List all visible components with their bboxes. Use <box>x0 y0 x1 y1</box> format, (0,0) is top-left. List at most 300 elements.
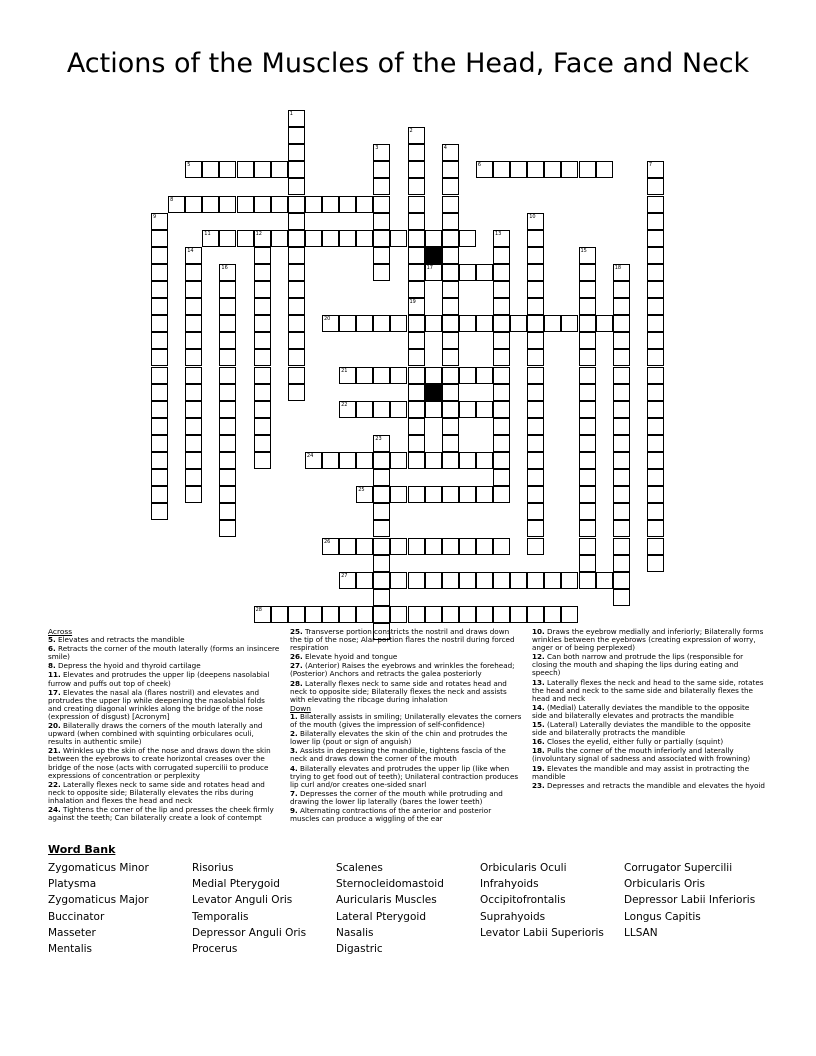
grid-cell[interactable] <box>596 161 613 178</box>
grid-cell[interactable] <box>219 161 236 178</box>
grid-cell[interactable] <box>476 572 493 589</box>
grid-cell[interactable] <box>476 486 493 503</box>
grid-cell[interactable] <box>408 606 425 623</box>
grid-cell[interactable] <box>647 247 664 264</box>
grid-cell[interactable] <box>596 572 613 589</box>
grid-cell[interactable] <box>442 315 459 332</box>
grid-cell[interactable] <box>185 264 202 281</box>
grid-cell[interactable] <box>373 435 390 452</box>
grid-cell[interactable] <box>151 349 168 366</box>
grid-cell[interactable] <box>373 196 390 213</box>
grid-cell[interactable] <box>373 538 390 555</box>
grid-cell[interactable] <box>527 606 544 623</box>
grid-cell[interactable] <box>339 230 356 247</box>
grid-cell[interactable] <box>493 486 510 503</box>
grid-cell[interactable] <box>476 538 493 555</box>
grid-cell[interactable] <box>288 606 305 623</box>
grid-cell[interactable] <box>408 144 425 161</box>
grid-cell[interactable] <box>613 589 630 606</box>
grid-cell[interactable] <box>305 452 322 469</box>
grid-cell[interactable] <box>151 230 168 247</box>
grid-cell[interactable] <box>527 435 544 452</box>
grid-cell[interactable] <box>305 230 322 247</box>
grid-cell[interactable] <box>442 418 459 435</box>
grid-cell[interactable] <box>408 161 425 178</box>
grid-cell[interactable] <box>510 606 527 623</box>
grid-cell[interactable] <box>613 332 630 349</box>
grid-cell[interactable] <box>288 196 305 213</box>
grid-cell[interactable] <box>408 572 425 589</box>
grid-cell[interactable] <box>647 281 664 298</box>
grid-cell[interactable] <box>647 538 664 555</box>
grid-cell[interactable] <box>288 315 305 332</box>
grid-cell[interactable] <box>185 418 202 435</box>
grid-cell[interactable] <box>442 178 459 195</box>
grid-cell[interactable] <box>254 161 271 178</box>
grid-cell[interactable] <box>356 606 373 623</box>
grid-cell[interactable] <box>390 538 407 555</box>
grid-cell[interactable] <box>493 161 510 178</box>
grid-cell[interactable] <box>561 161 578 178</box>
grid-cell[interactable] <box>493 606 510 623</box>
grid-cell[interactable] <box>459 230 476 247</box>
grid-cell[interactable] <box>579 418 596 435</box>
grid-cell[interactable] <box>544 572 561 589</box>
grid-cell[interactable] <box>647 196 664 213</box>
grid-cell[interactable] <box>442 144 459 161</box>
grid-cell[interactable] <box>527 486 544 503</box>
grid-cell[interactable] <box>527 401 544 418</box>
grid-cell[interactable] <box>408 281 425 298</box>
grid-cell[interactable] <box>356 196 373 213</box>
grid-cell[interactable] <box>390 572 407 589</box>
grid-cell[interactable] <box>408 349 425 366</box>
grid-cell[interactable] <box>151 384 168 401</box>
grid-cell[interactable] <box>254 315 271 332</box>
grid-cell[interactable] <box>476 401 493 418</box>
grid-cell[interactable] <box>442 247 459 264</box>
grid-cell[interactable] <box>271 230 288 247</box>
grid-cell[interactable] <box>322 606 339 623</box>
grid-cell[interactable] <box>493 281 510 298</box>
grid-cell[interactable] <box>442 264 459 281</box>
grid-cell[interactable] <box>527 469 544 486</box>
grid-cell[interactable] <box>219 486 236 503</box>
grid-cell[interactable] <box>305 606 322 623</box>
grid-cell[interactable] <box>151 332 168 349</box>
grid-cell[interactable] <box>322 196 339 213</box>
grid-cell[interactable] <box>647 298 664 315</box>
grid-cell[interactable] <box>408 298 425 315</box>
grid-cell[interactable] <box>493 435 510 452</box>
grid-cell[interactable] <box>373 589 390 606</box>
grid-cell[interactable] <box>510 161 527 178</box>
grid-cell[interactable] <box>425 367 442 384</box>
grid-cell[interactable] <box>493 349 510 366</box>
grid-cell[interactable] <box>408 196 425 213</box>
grid-cell[interactable] <box>356 572 373 589</box>
grid-cell[interactable] <box>288 230 305 247</box>
grid-cell[interactable] <box>527 452 544 469</box>
grid-cell[interactable] <box>254 452 271 469</box>
grid-cell[interactable] <box>425 606 442 623</box>
grid-cell[interactable] <box>254 264 271 281</box>
grid-cell[interactable] <box>305 196 322 213</box>
grid-cell[interactable] <box>459 315 476 332</box>
grid-cell[interactable] <box>647 264 664 281</box>
grid-cell[interactable] <box>390 486 407 503</box>
grid-cell[interactable] <box>288 144 305 161</box>
grid-cell[interactable] <box>219 349 236 366</box>
grid-cell[interactable] <box>408 401 425 418</box>
grid-cell[interactable] <box>185 247 202 264</box>
grid-cell[interactable] <box>527 161 544 178</box>
grid-cell[interactable] <box>647 555 664 572</box>
grid-cell[interactable] <box>579 281 596 298</box>
grid-cell[interactable] <box>237 196 254 213</box>
grid-cell[interactable] <box>442 367 459 384</box>
grid-cell[interactable] <box>493 315 510 332</box>
grid-cell[interactable] <box>202 196 219 213</box>
grid-cell[interactable] <box>442 384 459 401</box>
grid-cell[interactable] <box>408 435 425 452</box>
grid-cell[interactable] <box>322 538 339 555</box>
grid-cell[interactable] <box>151 367 168 384</box>
grid-cell[interactable] <box>647 435 664 452</box>
grid-cell[interactable] <box>185 452 202 469</box>
grid-cell[interactable] <box>339 315 356 332</box>
grid-cell[interactable] <box>322 230 339 247</box>
grid-cell[interactable] <box>356 230 373 247</box>
grid-cell[interactable] <box>339 572 356 589</box>
grid-cell[interactable] <box>373 264 390 281</box>
grid-cell[interactable] <box>425 230 442 247</box>
grid-cell[interactable] <box>288 298 305 315</box>
grid-cell[interactable] <box>527 230 544 247</box>
grid-cell[interactable] <box>613 264 630 281</box>
grid-cell[interactable] <box>219 520 236 537</box>
grid-cell[interactable] <box>373 555 390 572</box>
grid-cell[interactable] <box>613 469 630 486</box>
grid-cell[interactable] <box>579 332 596 349</box>
grid-cell[interactable] <box>613 555 630 572</box>
grid-cell[interactable] <box>459 486 476 503</box>
grid-cell[interactable] <box>390 367 407 384</box>
grid-cell[interactable] <box>425 315 442 332</box>
grid-cell[interactable] <box>373 247 390 264</box>
grid-cell[interactable] <box>613 384 630 401</box>
grid-cell[interactable] <box>527 213 544 230</box>
grid-cell[interactable] <box>442 298 459 315</box>
grid-cell[interactable] <box>647 418 664 435</box>
grid-cell[interactable] <box>493 367 510 384</box>
grid-cell[interactable] <box>613 401 630 418</box>
grid-cell[interactable] <box>373 520 390 537</box>
grid-cell[interactable] <box>579 161 596 178</box>
grid-cell[interactable] <box>219 418 236 435</box>
grid-cell[interactable] <box>254 230 271 247</box>
grid-cell[interactable] <box>373 606 390 623</box>
grid-cell[interactable] <box>493 384 510 401</box>
grid-cell[interactable] <box>647 315 664 332</box>
grid-cell[interactable] <box>527 281 544 298</box>
grid-cell[interactable] <box>339 401 356 418</box>
grid-cell[interactable] <box>185 384 202 401</box>
grid-cell[interactable] <box>219 196 236 213</box>
grid-cell[interactable] <box>442 281 459 298</box>
grid-cell[interactable] <box>527 367 544 384</box>
grid-cell[interactable] <box>527 418 544 435</box>
grid-cell[interactable] <box>219 315 236 332</box>
grid-cell[interactable] <box>202 161 219 178</box>
grid-cell[interactable] <box>527 384 544 401</box>
grid-cell[interactable] <box>476 367 493 384</box>
grid-cell[interactable] <box>202 230 219 247</box>
grid-cell[interactable] <box>288 384 305 401</box>
grid-cell[interactable] <box>185 401 202 418</box>
grid-cell[interactable] <box>442 572 459 589</box>
grid-cell[interactable] <box>151 435 168 452</box>
grid-cell[interactable] <box>442 196 459 213</box>
grid-cell[interactable] <box>271 606 288 623</box>
grid-cell[interactable] <box>425 452 442 469</box>
grid-cell[interactable] <box>151 486 168 503</box>
grid-cell[interactable] <box>408 418 425 435</box>
grid-cell[interactable] <box>288 247 305 264</box>
grid-cell[interactable] <box>647 401 664 418</box>
grid-cell[interactable] <box>579 469 596 486</box>
grid-cell[interactable] <box>219 401 236 418</box>
grid-cell[interactable] <box>527 349 544 366</box>
grid-cell[interactable] <box>647 178 664 195</box>
grid-cell[interactable] <box>185 435 202 452</box>
grid-cell[interactable] <box>647 161 664 178</box>
grid-cell[interactable] <box>288 349 305 366</box>
grid-cell[interactable] <box>151 281 168 298</box>
grid-cell[interactable] <box>442 230 459 247</box>
grid-cell[interactable] <box>442 213 459 230</box>
grid-cell[interactable] <box>459 606 476 623</box>
grid-cell[interactable] <box>373 486 390 503</box>
grid-cell[interactable] <box>373 144 390 161</box>
grid-cell[interactable] <box>373 230 390 247</box>
grid-cell[interactable] <box>579 538 596 555</box>
grid-cell[interactable] <box>493 538 510 555</box>
grid-cell[interactable] <box>373 161 390 178</box>
grid-cell[interactable] <box>579 555 596 572</box>
grid-cell[interactable] <box>219 452 236 469</box>
grid-cell[interactable] <box>254 332 271 349</box>
grid-cell[interactable] <box>408 452 425 469</box>
grid-cell[interactable] <box>442 161 459 178</box>
grid-cell[interactable] <box>579 503 596 520</box>
grid-cell[interactable] <box>288 127 305 144</box>
grid-cell[interactable] <box>476 264 493 281</box>
grid-cell[interactable] <box>493 230 510 247</box>
grid-cell[interactable] <box>373 367 390 384</box>
grid-cell[interactable] <box>493 418 510 435</box>
grid-cell[interactable] <box>288 264 305 281</box>
grid-cell[interactable] <box>613 538 630 555</box>
grid-cell[interactable] <box>544 315 561 332</box>
grid-cell[interactable] <box>493 452 510 469</box>
grid-cell[interactable] <box>493 264 510 281</box>
grid-cell[interactable] <box>579 247 596 264</box>
grid-cell[interactable] <box>613 298 630 315</box>
grid-cell[interactable] <box>237 230 254 247</box>
grid-cell[interactable] <box>373 178 390 195</box>
grid-cell[interactable] <box>408 332 425 349</box>
grid-cell[interactable] <box>185 332 202 349</box>
grid-cell[interactable] <box>579 520 596 537</box>
grid-cell[interactable] <box>527 332 544 349</box>
grid-cell[interactable] <box>339 367 356 384</box>
grid-cell[interactable] <box>356 486 373 503</box>
grid-cell[interactable] <box>408 384 425 401</box>
grid-cell[interactable] <box>151 315 168 332</box>
grid-cell[interactable] <box>254 247 271 264</box>
grid-cell[interactable] <box>425 538 442 555</box>
grid-cell[interactable] <box>373 452 390 469</box>
grid-cell[interactable] <box>596 315 613 332</box>
grid-cell[interactable] <box>493 401 510 418</box>
grid-cell[interactable] <box>254 418 271 435</box>
grid-cell[interactable] <box>476 315 493 332</box>
grid-cell[interactable] <box>373 469 390 486</box>
grid-cell[interactable] <box>185 486 202 503</box>
grid-cell[interactable] <box>288 161 305 178</box>
grid-cell[interactable] <box>459 538 476 555</box>
grid-cell[interactable] <box>356 538 373 555</box>
grid-cell[interactable] <box>288 110 305 127</box>
grid-cell[interactable] <box>442 538 459 555</box>
grid-cell[interactable] <box>185 469 202 486</box>
grid-cell[interactable] <box>442 435 459 452</box>
grid-cell[interactable] <box>408 538 425 555</box>
grid-cell[interactable] <box>168 196 185 213</box>
grid-cell[interactable] <box>647 486 664 503</box>
grid-cell[interactable] <box>561 606 578 623</box>
grid-cell[interactable] <box>647 349 664 366</box>
grid-cell[interactable] <box>442 452 459 469</box>
grid-cell[interactable] <box>459 401 476 418</box>
grid-cell[interactable] <box>254 196 271 213</box>
grid-cell[interactable] <box>493 247 510 264</box>
grid-cell[interactable] <box>254 298 271 315</box>
grid-cell[interactable] <box>579 315 596 332</box>
grid-cell[interactable] <box>288 332 305 349</box>
grid-cell[interactable] <box>408 213 425 230</box>
grid-cell[interactable] <box>527 503 544 520</box>
grid-cell[interactable] <box>579 384 596 401</box>
grid-cell[interactable] <box>527 538 544 555</box>
grid-cell[interactable] <box>425 572 442 589</box>
grid-cell[interactable] <box>476 452 493 469</box>
grid-cell[interactable] <box>339 452 356 469</box>
grid-cell[interactable] <box>459 264 476 281</box>
grid-cell[interactable] <box>459 572 476 589</box>
grid-cell[interactable] <box>151 247 168 264</box>
grid-cell[interactable] <box>185 349 202 366</box>
grid-cell[interactable] <box>151 503 168 520</box>
grid-cell[interactable] <box>579 452 596 469</box>
grid-cell[interactable] <box>442 401 459 418</box>
grid-cell[interactable] <box>219 384 236 401</box>
grid-cell[interactable] <box>579 298 596 315</box>
grid-cell[interactable] <box>510 315 527 332</box>
grid-cell[interactable] <box>271 196 288 213</box>
grid-cell[interactable] <box>647 230 664 247</box>
grid-cell[interactable] <box>476 606 493 623</box>
grid-cell[interactable] <box>373 572 390 589</box>
grid-cell[interactable] <box>151 401 168 418</box>
grid-cell[interactable] <box>408 178 425 195</box>
grid-cell[interactable] <box>151 452 168 469</box>
grid-cell[interactable] <box>151 264 168 281</box>
grid-cell[interactable] <box>219 230 236 247</box>
grid-cell[interactable] <box>613 367 630 384</box>
grid-cell[interactable] <box>613 452 630 469</box>
grid-cell[interactable] <box>408 247 425 264</box>
grid-cell[interactable] <box>288 213 305 230</box>
grid-cell[interactable] <box>373 503 390 520</box>
grid-cell[interactable] <box>185 298 202 315</box>
grid-cell[interactable] <box>408 367 425 384</box>
grid-cell[interactable] <box>288 367 305 384</box>
grid-cell[interactable] <box>373 401 390 418</box>
grid-cell[interactable] <box>185 196 202 213</box>
grid-cell[interactable] <box>288 178 305 195</box>
grid-cell[interactable] <box>579 486 596 503</box>
grid-cell[interactable] <box>219 503 236 520</box>
grid-cell[interactable] <box>493 298 510 315</box>
grid-cell[interactable] <box>339 606 356 623</box>
grid-cell[interactable] <box>613 435 630 452</box>
grid-cell[interactable] <box>442 486 459 503</box>
grid-cell[interactable] <box>647 332 664 349</box>
grid-cell[interactable] <box>219 281 236 298</box>
grid-cell[interactable] <box>356 315 373 332</box>
grid-cell[interactable] <box>219 332 236 349</box>
grid-cell[interactable] <box>579 367 596 384</box>
grid-cell[interactable] <box>373 315 390 332</box>
grid-cell[interactable] <box>647 469 664 486</box>
grid-cell[interactable] <box>579 264 596 281</box>
grid-cell[interactable] <box>476 161 493 178</box>
grid-cell[interactable] <box>527 264 544 281</box>
grid-cell[interactable] <box>527 520 544 537</box>
grid-cell[interactable] <box>613 349 630 366</box>
grid-cell[interactable] <box>544 606 561 623</box>
grid-cell[interactable] <box>647 503 664 520</box>
grid-cell[interactable] <box>219 264 236 281</box>
grid-cell[interactable] <box>254 349 271 366</box>
grid-cell[interactable] <box>527 572 544 589</box>
grid-cell[interactable] <box>579 572 596 589</box>
grid-cell[interactable] <box>322 315 339 332</box>
grid-cell[interactable] <box>390 401 407 418</box>
grid-cell[interactable] <box>288 281 305 298</box>
grid-cell[interactable] <box>219 435 236 452</box>
grid-cell[interactable] <box>647 520 664 537</box>
grid-cell[interactable] <box>271 161 288 178</box>
grid-cell[interactable] <box>579 349 596 366</box>
grid-cell[interactable] <box>647 452 664 469</box>
grid-cell[interactable] <box>561 315 578 332</box>
grid-cell[interactable] <box>408 127 425 144</box>
grid-cell[interactable] <box>561 572 578 589</box>
grid-cell[interactable] <box>339 196 356 213</box>
